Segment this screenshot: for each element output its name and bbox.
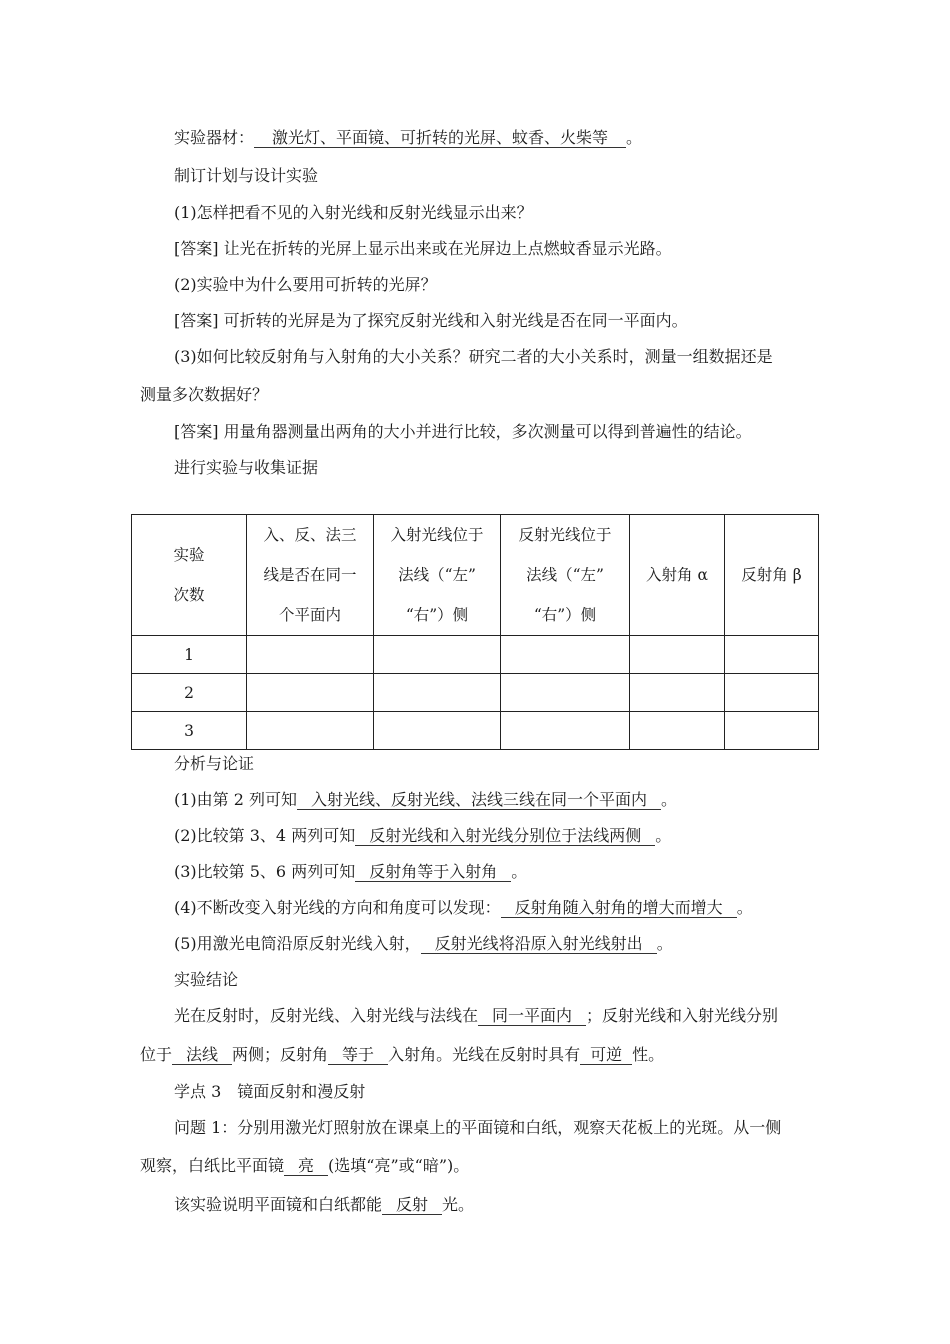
table-row — [132, 674, 819, 712]
analysis-4-end: 。 — [736, 898, 753, 917]
header-incident-side-line-1: 入射光线位于 — [390, 526, 484, 544]
table-cell — [374, 674, 501, 712]
materials-answer: 激光灯、平面镜、可折转的光屏、蚊香、火柴等 — [254, 128, 626, 148]
conclusion-2-prefix: 位于 — [140, 1045, 173, 1064]
question-3-line-2: 测量多次数据好？ — [140, 385, 269, 404]
conclusion-1-suffix: ；反射光线和入射光线分别 — [586, 1006, 779, 1025]
table-row — [132, 712, 819, 750]
analysis-1-prefix: (1)由第 2 列可知 — [174, 790, 298, 809]
header-trial-count — [132, 515, 247, 636]
analysis-5 — [174, 934, 673, 954]
question-2: (2)实验中为什么要用可折转的光屏？ — [174, 275, 437, 294]
header-trial-count-line-2: 次数 — [173, 586, 205, 604]
table-row — [132, 636, 819, 674]
plan-heading: 制订计划与设计实验 — [174, 166, 319, 185]
question-3-line-1: (3)如何比较反射角与入射角的大小关系？研究二者的大小关系时，测量一组数据还是 — [174, 347, 773, 366]
conclusion-2-answer-3: 可逆 — [580, 1045, 632, 1065]
conclusion-line-1 — [174, 1006, 778, 1026]
conclusion-2-middle-1: 两侧；反射角 — [232, 1045, 329, 1064]
analysis-4-answer: 反射角随入射角的增大而增大 — [501, 898, 737, 918]
analysis-3-answer: 反射角等于入射角 — [355, 862, 511, 882]
analysis-1-end: 。 — [661, 790, 678, 809]
analysis-3-prefix: (3)比较第 5、6 两列可知 — [174, 862, 356, 881]
header-reflected-side-line-2: 法线（“左” — [526, 566, 604, 584]
analysis-2-prefix: (2)比较第 3、4 两列可知 — [174, 826, 356, 845]
materials-end: 。 — [626, 128, 643, 147]
conclusion-1-prefix: 光在反射时，反射光线、入射光线与法线在 — [174, 1006, 479, 1025]
answer-1: [答案] 让光在折转的光屏上显示出来或在光屏边上点燃蚊香显示光路。 — [174, 239, 672, 258]
header-reflected-side — [501, 515, 630, 636]
table-cell — [247, 674, 374, 712]
conclusion-heading: 实验结论 — [174, 970, 239, 989]
table-header-row — [132, 515, 819, 636]
point-3-heading: 学点 3 镜面反射和漫反射 — [174, 1082, 366, 1101]
conclusion-line-2 — [140, 1045, 664, 1065]
analysis-1-answer: 入射光线、反射光线、法线三线在同一个平面内 — [297, 790, 661, 810]
table-cell — [630, 712, 725, 750]
table-cell — [725, 636, 819, 674]
trial-number: 1 — [132, 636, 247, 674]
conclusion-1-answer: 同一平面内 — [478, 1006, 586, 1026]
table-cell — [630, 636, 725, 674]
analysis-5-end: 。 — [656, 934, 673, 953]
header-incident-side-line-2: 法线（“左” — [398, 566, 476, 584]
collect-heading: 进行实验与收集证据 — [174, 458, 319, 477]
analysis-3-end: 。 — [511, 862, 528, 881]
trial-number: 2 — [132, 674, 247, 712]
problem-1-prefix: 观察，白纸比平面镜 — [140, 1156, 285, 1175]
analysis-2-answer: 反射光线和入射光线分别位于法线两侧 — [355, 826, 655, 846]
experiment-table — [131, 514, 819, 750]
problem-1-line-2 — [140, 1156, 469, 1176]
table-cell — [725, 712, 819, 750]
header-coplanar — [247, 515, 374, 636]
materials-label: 实验器材： — [174, 128, 255, 147]
header-reflected-side-line-3: “右”）侧 — [533, 606, 597, 624]
problem-1-answer: 亮 — [284, 1156, 328, 1176]
header-coplanar-line-3: 个平面内 — [278, 606, 341, 624]
conclusion-2-answer-1: 法线 — [172, 1045, 232, 1065]
trial-number: 3 — [132, 712, 247, 750]
table-cell — [247, 636, 374, 674]
conclusion-2-answer-2: 等于 — [328, 1045, 388, 1065]
problem-2-suffix: 光。 — [442, 1195, 475, 1214]
table-cell — [374, 712, 501, 750]
analysis-5-prefix: (5)用激光电筒沿原反射光线入射， — [174, 934, 421, 953]
problem-2 — [174, 1195, 474, 1215]
problem-2-answer: 反射 — [382, 1195, 442, 1215]
analysis-2-end: 。 — [655, 826, 672, 845]
analysis-heading: 分析与论证 — [174, 754, 255, 773]
table-cell — [247, 712, 374, 750]
conclusion-2-middle-2: 入射角。光线在反射时具有 — [388, 1045, 581, 1064]
header-incident-side — [374, 515, 501, 636]
header-coplanar-line-2: 线是否在同一 — [263, 566, 357, 584]
problem-1-suffix: (选填“亮”或“暗”)。 — [328, 1156, 470, 1175]
problem-1-line-1: 问题 1：分别用激光灯照射放在课桌上的平面镜和白纸，观察天花板上的光斑。从一侧 — [174, 1118, 782, 1137]
answer-2: [答案] 可折转的光屏是为了探究反射光线和入射光线是否在同一平面内。 — [174, 311, 688, 330]
analysis-1 — [174, 790, 677, 810]
header-reflected-angle: 反射角 β — [725, 515, 819, 636]
header-incident-side-line-3: “右”）侧 — [405, 606, 469, 624]
table-cell — [501, 712, 630, 750]
answer-3: [答案] 用量角器测量出两角的大小并进行比较，多次测量可以得到普遍性的结论。 — [174, 422, 752, 441]
table-cell — [630, 674, 725, 712]
table-cell — [501, 674, 630, 712]
header-reflected-side-line-1: 反射光线位于 — [518, 526, 612, 544]
header-incident-angle: 入射角 α — [630, 515, 725, 636]
analysis-4 — [174, 898, 753, 918]
header-coplanar-line-1: 入、反、法三 — [263, 526, 357, 544]
table-cell — [501, 636, 630, 674]
conclusion-2-end: 性。 — [632, 1045, 665, 1064]
question-1: (1)怎样把看不见的入射光线和反射光线显示出来？ — [174, 203, 533, 222]
analysis-3 — [174, 862, 527, 882]
table-cell — [725, 674, 819, 712]
problem-2-prefix: 该实验说明平面镜和白纸都能 — [174, 1195, 383, 1214]
header-trial-count-line-1: 实验 — [173, 546, 205, 564]
materials-line — [174, 128, 642, 148]
analysis-2 — [174, 826, 671, 846]
table-cell — [374, 636, 501, 674]
analysis-5-answer: 反射光线将沿原入射光线射出 — [421, 934, 657, 954]
analysis-4-prefix: (4)不断改变入射光线的方向和角度可以发现： — [174, 898, 501, 917]
